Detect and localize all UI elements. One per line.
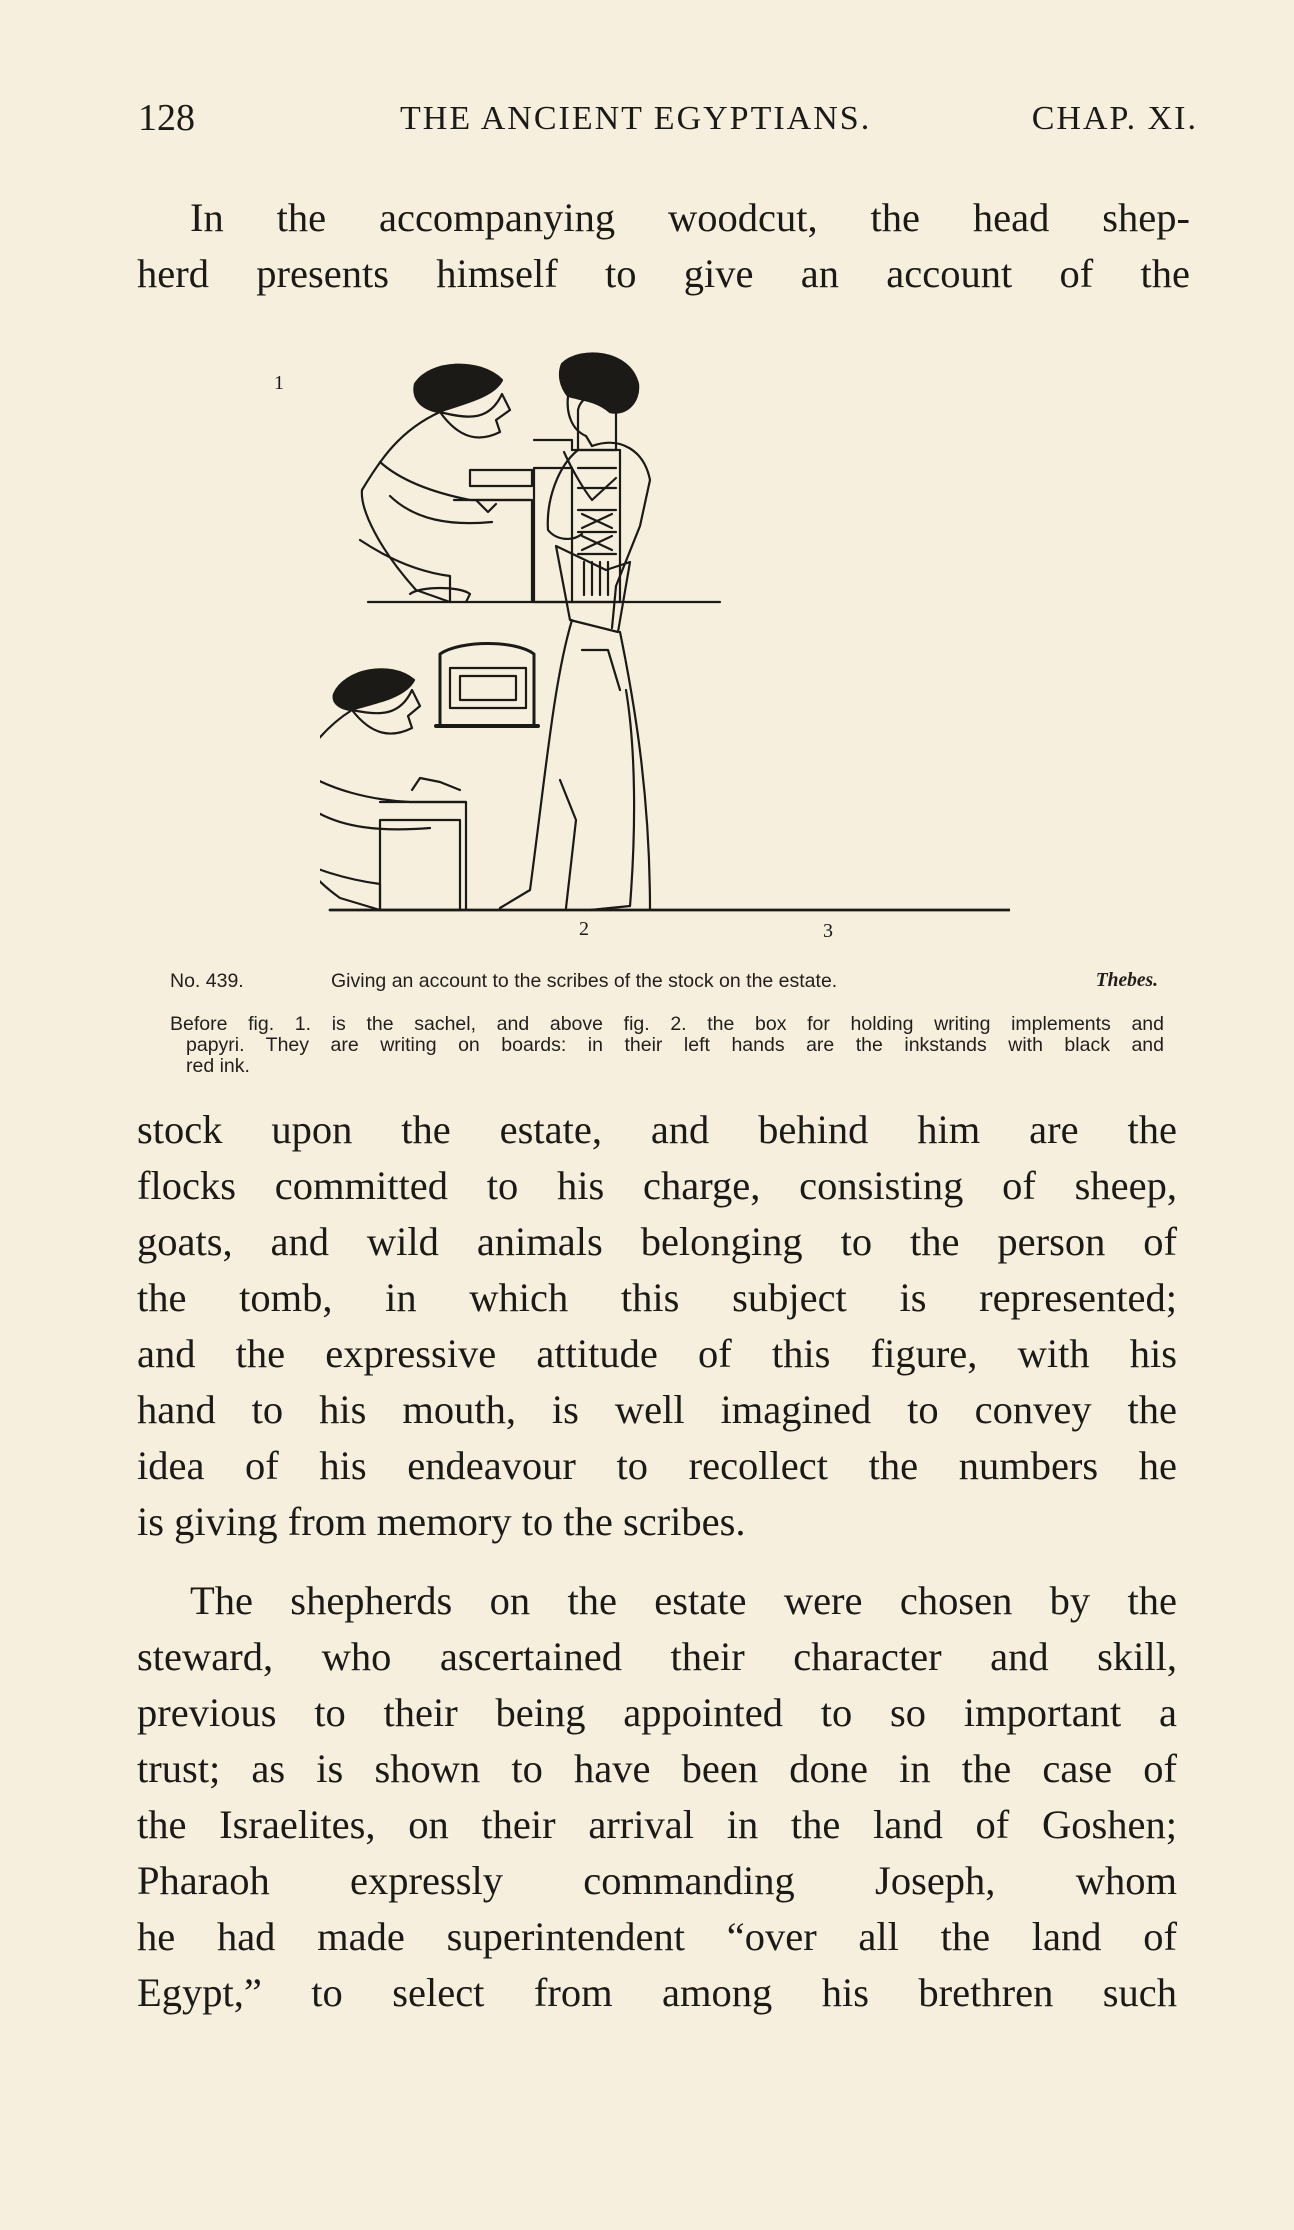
running-head (138, 96, 1198, 148)
writing-box (436, 644, 538, 727)
note-line: papyri. They are writing on boards: in their left hands are the inkstands with black and (186, 1034, 1164, 1056)
chapter-label: CHAP. XI. (1031, 100, 1198, 137)
caption-note (170, 1014, 1170, 1077)
lower-scribe-figure (320, 669, 466, 910)
upper-scribe-figure (360, 365, 532, 602)
woodcut-illustration (274, 350, 1010, 950)
text-line: hand to his mouth, is well imagined to convey the (137, 1387, 1177, 1432)
page-number: 128 (138, 97, 195, 139)
woodcut-drawing (320, 350, 1010, 950)
standing-shepherd-figure (500, 353, 650, 910)
text-line: stock upon the estate, and behind him are the (137, 1107, 1177, 1152)
text-line: Egypt,” to select from among his brethren such (137, 1970, 1177, 2015)
text-line: herd presents himself to give an account of the (137, 251, 1190, 296)
book-title: THE ANCIENT EGYPTIANS. (400, 100, 872, 137)
caption-text: Giving an account to the scribes of the stock on the estate. (331, 970, 838, 992)
text-line: steward, who ascertained their character and skill, (137, 1634, 1177, 1679)
figure-number-3: 3 (823, 920, 833, 942)
figure-number-2: 2 (579, 918, 589, 940)
text-line: In the accompanying woodcut, the head shep- (190, 195, 1190, 240)
note-line: Before fig. 1. is the sachel, and above fig. 2. the box for holding writing implements and (170, 1013, 1164, 1035)
text-line: The shepherds on the estate were chosen by the (190, 1578, 1177, 1623)
text-line: idea of his endeavour to recollect the numbers he (137, 1443, 1177, 1488)
text-line: trust; as is shown to have been done in the case of (137, 1746, 1177, 1791)
caption-title-row (170, 970, 1170, 1000)
note-line: red ink. (186, 1055, 250, 1077)
text-line: the tomb, in which this subject is represented; (137, 1275, 1177, 1320)
text-line: goats, and wild animals belonging to the person of (137, 1219, 1177, 1264)
text-line: flocks committed to his charge, consisting of sheep, (137, 1163, 1177, 1208)
text-line: and the expressive attitude of this figure, with his (137, 1331, 1177, 1376)
caption-place: Thebes. (1095, 970, 1158, 991)
sachel-stand (534, 395, 620, 602)
text-line: he had made superintendent “over all the land of (137, 1914, 1177, 1959)
text-line: is giving from memory to the scribes. (137, 1499, 746, 1544)
caption-number: No. 439. (170, 970, 244, 992)
text-line: the Israelites, on their arrival in the land of Goshen; (137, 1802, 1177, 1847)
text-line: previous to their being appointed to so important a (137, 1690, 1177, 1735)
text-line: Pharaoh expressly commanding Joseph, whom (137, 1858, 1177, 1903)
figure-number-1: 1 (274, 372, 284, 394)
